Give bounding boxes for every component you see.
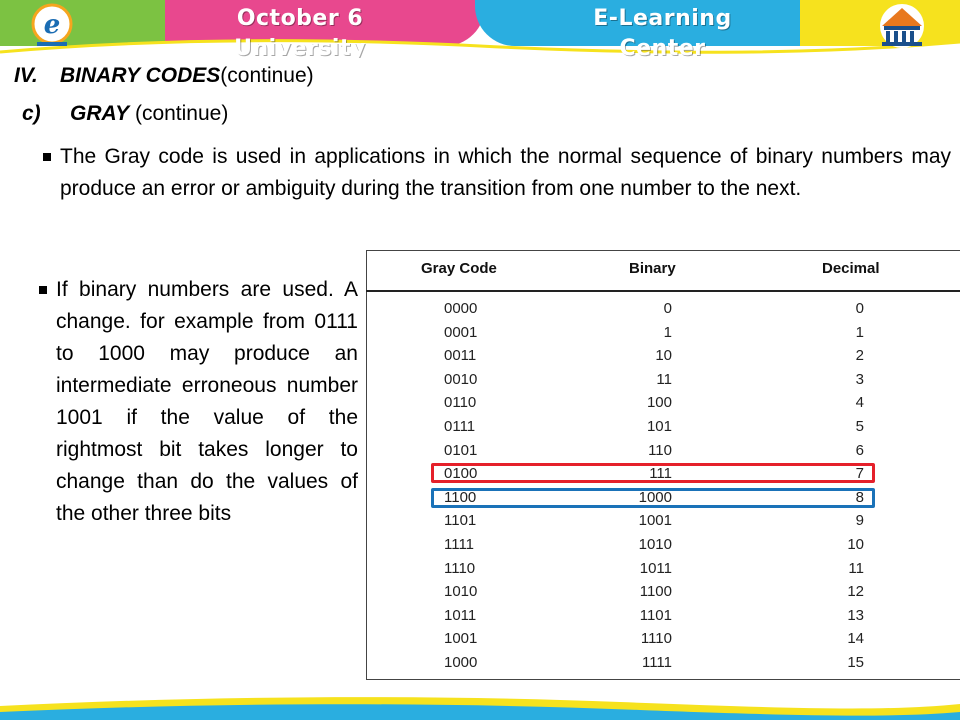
gray-code-cell: 0001 [444,323,478,341]
bullet-square-icon [39,286,47,294]
table-row [366,392,960,416]
table-row [366,605,960,629]
binary-cell: 1000 [638,488,672,506]
subsection-title: GRAY [70,102,130,125]
university-title: October 6 University [234,6,366,58]
binary-cell: 100 [646,394,672,412]
decimal-cell: 8 [855,488,864,506]
decimal-cell: 14 [847,630,864,648]
gray-code-cell: 0100 [444,465,478,483]
binary-cell: 11 [656,370,672,388]
bullet-square-icon [43,153,51,161]
svg-text:e: e [43,10,61,40]
column-header-decimal: Decimal [822,260,880,277]
table-row [366,534,960,558]
footer-wave [0,690,960,720]
table-row [366,345,960,369]
gray-code-cell: 1001 [444,630,478,648]
gray-code-cell: 1000 [444,653,478,671]
highlight-box-red [431,463,875,483]
binary-transition-explanation: If binary numbers are used. A change. for example from 0111 to 1000 may produce an intermediate erroneous number 1001 if the value of the rightmost bit takes longer to change than do the values of the other three bits [56,278,358,525]
gray-code-cell: 1101 [444,512,477,530]
gray-code-cell: 1110 [444,559,476,577]
gray-code-cell: 0000 [444,300,478,317]
table-row [366,510,960,534]
binary-cell: 10 [655,347,672,365]
header-banner [0,0,960,58]
decimal-cell: 15 [847,653,864,671]
column-header-gray-code: Gray Code [421,260,497,277]
header-wave [0,34,960,58]
gray-code-cell: 0111 [444,417,476,435]
binary-cell: 1001 [638,512,672,530]
gray-code-cell: 0010 [444,370,478,388]
gray-code-description: The Gray code is used in applications in which the normal sequence of binary numbers may produce an error or ambiguity during the transition from one number to the next. [60,145,951,200]
gray-code-cell: 1011 [444,606,477,624]
section-heading [14,64,314,88]
decimal-cell: 9 [855,512,864,530]
highlight-box-blue [431,488,875,508]
decimal-cell: 3 [855,370,864,388]
decimal-cell: 1 [855,323,864,341]
table-body [366,298,960,676]
table-row [366,369,960,393]
decimal-cell: 6 [855,441,864,459]
october6-e-logo-icon [26,2,78,48]
decimal-cell: 2 [855,347,864,365]
decimal-cell: 10 [847,535,864,553]
table-header-rule [366,290,960,292]
decimal-cell: 11 [848,559,864,577]
table-row [366,322,960,346]
gray-code-cell: 0101 [444,441,478,459]
binary-cell: 1101 [639,606,672,624]
gray-code-cell: 1010 [444,583,478,601]
section-title: BINARY CODES [60,64,221,87]
binary-cell: 1011 [639,559,672,577]
table-row [366,628,960,652]
binary-cell: 111 [649,465,672,483]
decimal-cell: 13 [847,606,864,624]
gray-code-cell: 1111 [444,535,475,553]
elearning-center-title: E-Learning Center [593,6,732,58]
table-row [366,440,960,464]
table-row [366,416,960,440]
binary-cell: 110 [648,441,672,459]
gray-code-cell: 0011 [444,347,477,365]
decimal-cell: 5 [855,417,864,435]
section-numeral: IV. [14,64,38,87]
decimal-cell: 12 [847,583,864,601]
binary-cell: 0 [663,300,672,317]
subsection-suffix: (continue) [129,102,229,125]
decimal-cell: 7 [855,465,864,483]
section-suffix: (continue) [220,64,314,87]
binary-cell: 101 [646,417,672,435]
binary-cell: 1110 [640,630,672,648]
decimal-cell: 0 [855,300,864,317]
decimal-cell: 4 [855,394,864,412]
subsection-heading [22,102,228,126]
subsection-letter: c) [22,102,41,125]
table-row [366,558,960,582]
binary-cell: 1111 [641,653,672,671]
column-header-binary: Binary [629,260,676,277]
gray-code-cell: 1100 [444,488,477,506]
binary-cell: 1010 [638,535,672,553]
binary-cell: 1 [663,323,672,341]
table-row [366,298,960,322]
gray-code-cell: 0110 [444,394,477,412]
binary-cell: 1100 [639,583,672,601]
table-row [366,581,960,605]
table-row [366,652,960,676]
university-building-logo-icon [868,0,936,52]
